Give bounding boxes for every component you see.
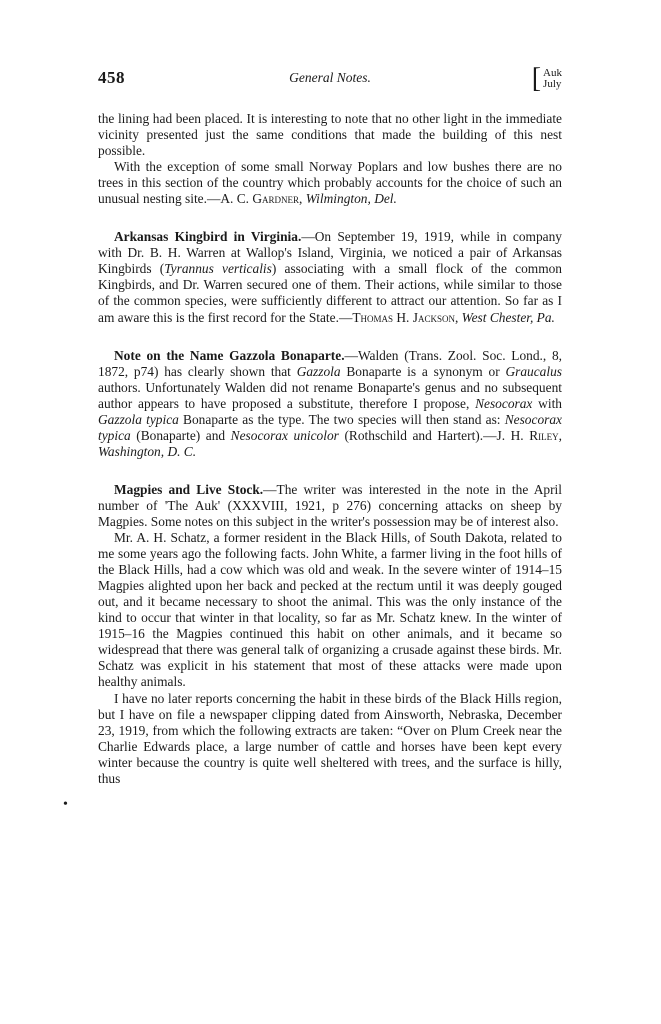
paragraph-newspaper-clipping: I have no later reports concerning the habit in these birds of the Black Hills region, but I have on file a newspaper clipping dated from Ainsworth, Nebraska, December 23, 1919, from which the following extracts are taken: “Over on Plum Creek near the Charlie Edwards place, a large number of cattle and horses have been kept every winter because the country is quite well sheltered with trees, and the surface is hilly, thus bbox=[98, 690, 562, 786]
note-title: Note on the Name Gazzola Bonaparte. bbox=[114, 347, 345, 363]
journal-abbrev: Auk bbox=[543, 67, 562, 79]
running-title: General Notes. bbox=[289, 70, 371, 85]
genus-name: Graucalus bbox=[505, 363, 562, 379]
note-text: with bbox=[532, 395, 562, 411]
article-body bbox=[98, 111, 562, 787]
note-title: Magpies and Live Stock. bbox=[114, 481, 264, 497]
author-place: Washington, D. C. bbox=[98, 443, 197, 459]
note-text: —The writer was interested in the note in the April number of 'The Auk' (XXXVIII, 1921, p 276) concerning attacks on sheep by Magpies. Some notes on this subject in the writer's possession may be of interest also. bbox=[98, 481, 562, 529]
volume-date-mark bbox=[531, 63, 562, 94]
author-place: Wilmington, Del. bbox=[305, 191, 397, 207]
page-number: 458 bbox=[98, 68, 125, 87]
species-name: Nesocorax typica bbox=[98, 411, 562, 443]
paragraph-schatz: Mr. A. H. Schatz, a former resident in the Black Hills, of South Dakota, related to me some years ago the following facts. John White, a farmer living in the foot hills of the Black Hills, had a cow which was old and weak. In the severe winter of 1914–15 Magpies alighted upon her back and pecked at the rectum until it was deeply gouged out, and it became necessary to shoot the animal. This was the only instance of the kind to occur that winter in that locality, so far as Mr. Schatz knew. In the winter of 1915–16 the Magpies continued this habit on other animals, and it became so widespread that there was general talk of organizing a crusade against these birds. Mr. Schatz was explicit in his statement that most of these attacks were made upon healthy animals. bbox=[98, 530, 562, 690]
note-text: —Walden (Trans. Zool. Soc. Lond., 8, 1872, p74) has clearly shown that bbox=[98, 347, 562, 379]
author-place: West Chester, Pa. bbox=[461, 309, 555, 325]
stray-dot-mark: • bbox=[63, 797, 68, 812]
species-name: Gazzola typica bbox=[98, 411, 179, 427]
note-text: ) associating with a small flock of the common Kingbirds, and Dr. Warren secured one of them. Their actions, while similar to those of the common species, were sufficiently different to attract our attention. So far as I am aware this is the first record for the State.— bbox=[98, 261, 562, 325]
genus-name: Gazzola bbox=[296, 363, 341, 379]
bracket-glyph: [ bbox=[531, 63, 542, 94]
page-header bbox=[98, 63, 562, 96]
paragraph-nesting-site: With the exception of some small Norway Poplars and low bushes there are no trees in this section of the country which probably accounts for the choice of such an unusual nesting site.—A. C. Gardner, Wilmington, Del. bbox=[98, 159, 562, 207]
genus-name: Nesocorax bbox=[475, 395, 533, 411]
species-name: Tyrannus verticalis bbox=[164, 261, 272, 277]
note-text: Bonaparte is a synonym or bbox=[340, 363, 506, 379]
note-text: (Bonaparte) and bbox=[130, 427, 231, 443]
paragraph-text: With the exception of some small Norway Poplars and low bushes there are no trees in this section of the country which probably accounts for the choice of such an unusual nesting site.—A. C. bbox=[98, 159, 562, 207]
note-title: Arkansas Kingbird in Virginia. bbox=[114, 229, 302, 245]
issue-month: July bbox=[543, 78, 562, 90]
author-name: Thomas H. Jackson bbox=[352, 309, 455, 325]
note-text: Bonaparte as the type. The two species will then stand as: bbox=[178, 411, 505, 427]
author-name: Riley bbox=[529, 427, 559, 443]
note-text: (Rothschild and Hartert).—J. H. bbox=[338, 427, 530, 443]
note-text: authors. Unfortunately Walden did not rename Bonaparte's genus and no subsequent author appears to have proposed a substitute, therefore I propose, bbox=[98, 379, 562, 411]
note-gazzola-bonaparte: Note on the Name Gazzola Bonaparte.—Walden (Trans. Zool. Soc. Lond., 8, 1872, p74) has clearly shown that Gazzola Bonaparte is a synonym or Graucalus authors. Unfortunately Walden did not rename Bonaparte's genus and no subsequent author appears to have proposed a substitute, therefore I propose, Nesocorax with Gazzola typica Bonaparte as the type. The two species will then stand as: Nesocorax typica (Bonaparte) and Nesocorax unicolor (Rothschild and Hartert).—J. H. Riley, Washington, D. C. bbox=[98, 347, 562, 459]
species-name: Nesocorax unicolor bbox=[230, 427, 339, 443]
author-name: Gardner bbox=[252, 191, 300, 207]
note-arkansas-kingbird: Arkansas Kingbird in Virginia.—On September 19, 1919, while in company with Dr. B. H. Warren at Wallop's Island, Virginia, we noticed a pair of Arkansas Kingbirds (Tyrannus verticalis) associating with a small flock of the common Kingbirds, and Dr. Warren secured one of them. Their actions, while similar to those of the common species, were sufficiently different to attract our attention. So far as I am aware this is the first record for the State.—Thomas H. Jackson, West Chester, Pa. bbox=[98, 229, 562, 325]
paragraph-continuation: the lining had been placed. It is interesting to note that no other light in the immediate vicinity presented just the same conditions that made the building of this nest possible. bbox=[98, 111, 562, 159]
note-magpies-live-stock bbox=[98, 482, 562, 530]
note-text: —On September 19, 1919, while in company with Dr. B. H. Warren at Wallop's Island, Virginia, we noticed a pair of Arkansas Kingbirds ( bbox=[98, 229, 562, 277]
volume-stack bbox=[543, 68, 562, 90]
